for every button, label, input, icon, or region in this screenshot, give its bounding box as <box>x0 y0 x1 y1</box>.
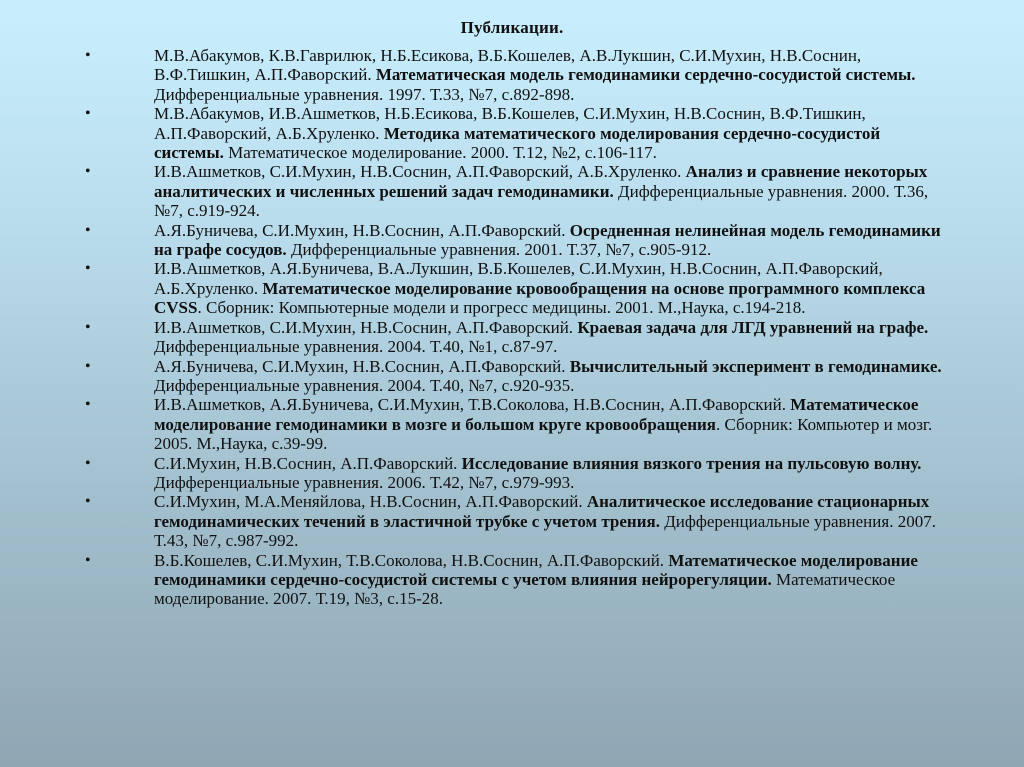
publication-authors: С.И.Мухин, Н.В.Соснин, А.П.Фаворский. <box>154 453 462 473</box>
list-item <box>85 221 945 260</box>
bullet-icon: • <box>85 47 91 64</box>
publication-title: Краевая задача для ЛГД уравнений на графе. <box>577 317 929 337</box>
publication-authors: И.В.Ашметков, А.Я.Буничева, С.И.Мухин, Т.В.Соколова, Н.В.Соснин, А.П.Фаворский. <box>154 395 791 415</box>
publication-title: Исследование влияния вязкого трения на пульсовую волну. <box>461 453 922 473</box>
publication-title: Анализ и сравнение некоторых аналитических и численных решений задач гемодинамики. <box>154 162 928 201</box>
publication-authors: В.Б.Кошелев, С.И.Мухин, Т.В.Соколова, Н.В.Соснин, А.П.Фаворский. <box>154 550 669 570</box>
list-item <box>85 259 945 317</box>
publication-title: Аналитическое исследование стационарных гемодинамических течений в эластичной трубке с учетом трения. <box>154 492 930 531</box>
page-title: Публикации. <box>460 18 564 37</box>
publication-source: . Сборник: Компьютерные модели и прогресс медицины. 2001. М.,Наука, с.194-218. <box>197 298 806 318</box>
publication-source: Дифференциальные уравнения. 2004. Т.40, №7, с.920-935. <box>154 375 575 395</box>
publication-source: Дифференциальные уравнения. 2001. Т.37, №7, с.905-912. <box>286 240 712 260</box>
publication-authors: И.В.Ашметков, А.Я.Буничева, В.А.Лукшин, В.Б.Кошелев, С.И.Мухин, Н.В.Соснин, А.П.Фаворский, А.Б.Хруленко. <box>154 259 883 298</box>
publication-title: Математическое моделирование кровообращения на основе программного комплекса CVSS <box>154 278 926 318</box>
list-item <box>85 104 945 162</box>
publication-source: . Сборник: Компьютер и мозг. 2005. М.,Наука, с.39-99. <box>154 414 933 454</box>
publication-list <box>85 46 945 609</box>
bullet-icon: • <box>85 396 91 414</box>
bullet-icon: • <box>85 551 91 569</box>
list-item <box>85 162 945 220</box>
publication-source: Дифференциальные уравнения. 2004. Т.40, №1, с.87-97. <box>154 337 558 357</box>
bullet-icon: • <box>85 454 91 472</box>
publication-source: Математическое моделирование. 2007. Т.19, №3, с.15-28. <box>154 569 896 609</box>
list-item <box>85 318 945 357</box>
publication-source: Дифференциальные уравнения. 2000. Т.36, №7, с.919-924. <box>154 181 929 221</box>
publication-authors: И.В.Ашметков, С.И.Мухин, Н.В.Соснин, А.П.Фаворский, А.Б.Хруленко. <box>154 162 686 182</box>
list-item <box>85 395 945 453</box>
bullet-icon: • <box>85 105 91 123</box>
publication-authors: А.Я.Буничева, С.И.Мухин, Н.В.Соснин, А.П.Фаворский. <box>154 356 570 376</box>
bullet-icon: • <box>85 493 91 511</box>
publication-authors: М.В.Абакумов, К.В.Гаврилюк, Н.Б.Есикова, В.Б.Кошелев, А.В.Лукшин, С.И.Мухин, Н.В.Соснин, В.Ф.Тишкин, А.П.Фаворский. <box>154 46 862 85</box>
list-item <box>85 551 945 609</box>
bullet-icon: • <box>85 163 91 181</box>
publication-authors: И.В.Ашметков, С.И.Мухин, Н.В.Соснин, А.П.Фаворский. <box>154 317 578 337</box>
publication-title: Математическая модель гемодинамики сердечно-сосудистой системы. <box>375 65 916 85</box>
publication-title: Методика математического моделирования сердечно-сосудистой системы. <box>154 123 881 163</box>
publication-source: Математическое моделирование. 2000. Т.12, №2, с.106-117. <box>223 143 657 163</box>
publication-title: Осредненная нелинейная модель гемодинамики на графе сосудов. <box>154 220 941 260</box>
publication-source: Дифференциальные уравнения. 2007. Т.43, №7, с.987-992. <box>154 511 936 551</box>
publication-source: Дифференциальные уравнения. 1997. Т.33, №7, с.892-898. <box>154 84 575 104</box>
bullet-icon: • <box>85 260 91 278</box>
publication-authors: А.Я.Буничева, С.И.Мухин, Н.В.Соснин, А.П.Фаворский. <box>154 220 570 240</box>
list-item <box>85 492 945 550</box>
publication-authors: С.И.Мухин, М.А.Меняйлова, Н.В.Соснин, А.П.Фаворский. <box>154 492 587 512</box>
publication-authors: М.В.Абакумов, И.В.Ашметков, Н.Б.Есикова, В.Б.Кошелев, С.И.Мухин, Н.В.Соснин, В.Ф.Тишкин, А.П.Фаворский, А.Б.Хруленко. <box>154 104 866 143</box>
bullet-icon: • <box>85 221 91 239</box>
bullet-icon: • <box>85 318 91 336</box>
publication-title: Математическое моделирование гемодинамики в мозге и большом круге кровообращения <box>154 395 919 434</box>
publication-title: Вычислительный эксперимент в гемодинамике. <box>569 356 942 376</box>
publication-title: Математическое моделирование гемодинамики сердечно-сосудистой системы с учетом влияния нейрорегуляции. <box>154 550 918 589</box>
list-item <box>85 454 945 493</box>
list-item <box>85 357 945 396</box>
publication-source: Дифференциальные уравнения. 2006. Т.42, №7, с.979-993. <box>154 472 575 492</box>
list-item <box>85 46 945 104</box>
bullet-icon: • <box>85 357 91 375</box>
